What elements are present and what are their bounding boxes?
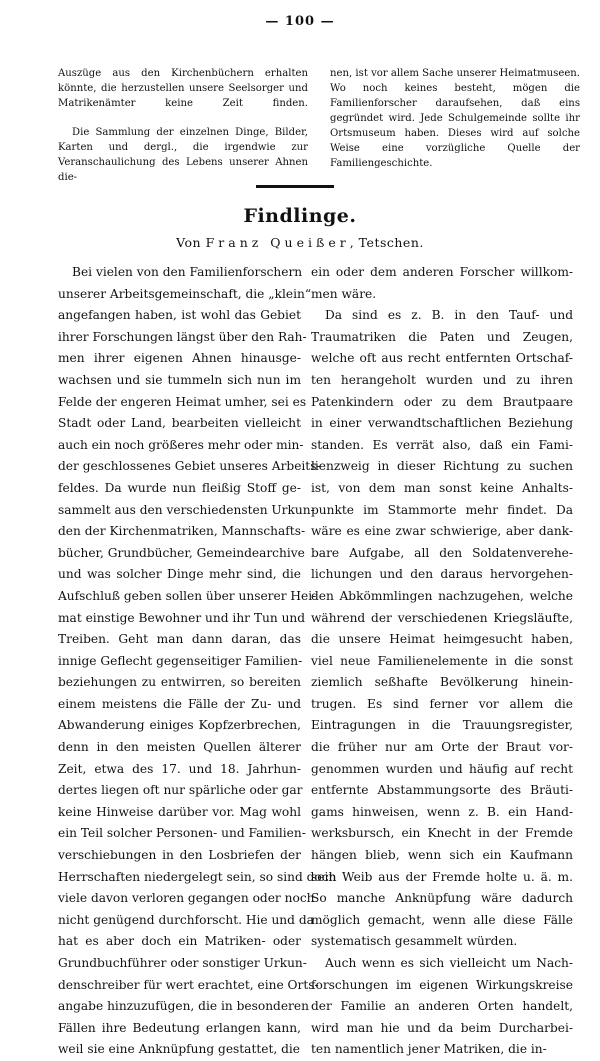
text-line: ein oder dem anderen Forscher willkom- [311, 265, 573, 279]
text-line: welche oft aus recht entfernten Ortschaf- [311, 351, 573, 366]
text-line: systematisch gesammelt würden. [311, 934, 518, 949]
text-line: viele davon verloren gegangen oder noch [58, 891, 315, 906]
text-line: genommen wurden und häufig auf recht [311, 761, 573, 776]
text-line: ten herangeholt wurden und zu ihren [311, 372, 573, 387]
text-line: wäre es eine zwar schwierige, aber dank- [311, 524, 573, 539]
text-line: forschungen im eigenen Wirkungskreise [311, 977, 573, 992]
text-line: gams hinweisen, wenn z. B. ein Hand- [311, 804, 573, 819]
text-line: sein Weib aus der Fremde holte u. ä. m. [311, 869, 573, 884]
text-line: angefangen haben, ist wohl das Gebiet [58, 308, 301, 323]
text-line: hat es aber doch ein Matriken- oder [58, 934, 301, 949]
previous-article-right-column [330, 66, 580, 185]
text-line: bare Aufgabe, all den Soldatenverehe- [311, 545, 573, 560]
text-line: Eintragungen in die Trauungsregister, [311, 718, 573, 733]
article-left-column [58, 262, 337, 1061]
text-line: einem meistens die Fälle der Zu- und [58, 696, 301, 711]
text-line: Auch wenn es sich vielleicht um Nach- [325, 956, 573, 970]
text-line: mat einstige Bewohner und ihr Tun und [58, 610, 306, 625]
article-byline [0, 235, 600, 250]
text-line: und was solcher Dinge mehr sind, die [58, 567, 301, 582]
byline-prefix: Von [176, 235, 202, 250]
text-line: Stadt oder Land, bearbeiten vielleicht [58, 416, 301, 431]
text-line: Grundbuchführer oder sonstiger Urkun- [58, 956, 307, 970]
text-line: wird man hie und da beim Durcharbei- [311, 1020, 573, 1035]
text-line: Treiben. Geht man dann daran, das [58, 632, 301, 647]
text-line: men ihrer eigenen Ahnen hinausge- [58, 351, 301, 366]
text-line: verschiebungen in den Losbriefen der [58, 848, 301, 863]
article-right-column [311, 262, 573, 1061]
text-line: trugen. Es sind ferner vor allem die [311, 696, 573, 711]
text-line: Zeit, etwa des 17. und 18. Jahrhun- [58, 761, 301, 776]
previous-article-paragraph-3: nen, ist vor allem Sache unserer Heimatmuseen. Wo noch keines besteht, mögen die Familienforscher daraufsehen, daß eins gegründet wird. Jede Schulgemeinde sollte ihr Ortsmuseum haben. Dieses wird auf solche Weise eine vorzügliche Quelle der Familiengeschichte. [330, 68, 580, 169]
text-line: den der Kirchenmatriken, Mannschafts- [58, 524, 306, 539]
text-line: weil sie eine Anknüpfung gestattet, die [58, 1042, 301, 1057]
text-line: auch ein noch größeres mehr oder min- [58, 437, 304, 452]
text-line: Abwanderung einiges Kopfzerbrechen, [58, 718, 301, 733]
text-line: der Familie an anderen Orten handelt, [311, 999, 573, 1014]
text-line: men wäre. [311, 286, 377, 301]
previous-article-left-column [58, 66, 308, 199]
text-line: lienzweig in dieser Richtung zu suchen [311, 459, 573, 474]
previous-article-paragraph-2: Die Sammlung der einzelnen Dinge, Bilder, Karten und dergl., die irgendwie zur Veranschaulichung des Lebens unserer Ahnen die- [58, 127, 308, 183]
text-line: ihrer Forschungen längst über den Rah- [58, 329, 307, 344]
text-line: Felde der engeren Heimat umher, sei es [58, 394, 307, 409]
text-line: dertes liegen oft nur spärliche oder gar [58, 783, 303, 798]
text-line: So manche Anknüpfung wäre dadurch [311, 891, 573, 906]
text-line: in einer verwandtschaftlichen Beziehung [311, 416, 573, 431]
text-line: die früher nur am Orte der Braut vor- [311, 740, 573, 755]
text-line: nicht genügend durchforscht. Hie und da [58, 912, 314, 927]
text-line: während der verschiedenen Kriegsläufte, [311, 610, 573, 625]
section-divider [256, 185, 334, 188]
text-line: hängen blieb, wenn sich ein Kaufmann [311, 848, 573, 863]
text-line: werksbursch, ein Knecht in der Fremde [311, 826, 573, 841]
byline-location: , Tetschen. [349, 235, 424, 250]
text-line: denn in den meisten Quellen älterer [58, 740, 301, 755]
text-line: feldes. Da wurde nun fleißig Stoff ge- [58, 480, 301, 495]
text-line: möglich gemacht, wenn alle diese Fälle [311, 912, 573, 927]
text-line: Herrschaften niedergelegt sein, so sind doch [58, 869, 337, 884]
text-line: entfernte Abstammungsorte des Bräuti- [311, 783, 573, 798]
text-line: Patenkindern oder zu dem Brautpaare [311, 394, 573, 409]
text-line: lichungen und den daraus hervorgehen- [311, 567, 573, 582]
text-line: Traumatriken die Paten und Zeugen, [311, 329, 573, 344]
page-number: — 100 — [265, 14, 335, 29]
text-line: beziehungen zu entwirren, so bereiten [58, 675, 301, 690]
text-line: ten namentlich jener Matriken, die in- [311, 1042, 547, 1057]
text-line: Fällen ihre Bedeutung erlangen kann, [58, 1020, 301, 1035]
previous-article-paragraph-1: Auszüge aus den Kirchenbüchern erhalten könnte, die herzustellen unsere Seelsorger und Matrikenämter keine Zeit finden. [58, 68, 308, 109]
article-title: Findlinge. [243, 205, 357, 227]
byline-author: Franz Queißer [205, 235, 350, 250]
text-line: wachsen und sie tummeln sich nun im [58, 372, 301, 387]
text-line: die unsere Heimat heimgesucht haben, [311, 632, 573, 647]
text-line: standen. Es verrät also, daß ein Fami- [311, 437, 573, 452]
text-line: Bei vielen von den Familienforschern [72, 265, 303, 279]
text-line: innige Geflecht gegenseitiger Familien- [58, 653, 303, 668]
text-line: keine Hinweise darüber vor. Mag wohl [58, 804, 301, 819]
previous-article-continuation [58, 66, 580, 183]
text-line: den Abkömmlingen nachzugehen, welche [311, 588, 573, 603]
text-line: punkte im Stammorte mehr findet. Da [311, 502, 573, 517]
text-line: sammelt aus den verschiedensten Urkun- [58, 502, 315, 517]
text-line: bücher, Grundbücher, Gemeindearchive [58, 545, 305, 560]
text-line: angabe hinzuzufügen, die in besonderen [58, 999, 309, 1014]
text-line: viel neue Familienelemente in die sonst [311, 653, 573, 668]
text-line: ist, von dem man sonst keine Anhalts- [311, 480, 573, 495]
text-line: ziemlich seßhafte Bevölkerung hinein- [311, 675, 573, 690]
text-line: denschreiber für wert erachtet, eine Orts- [58, 977, 319, 992]
text-line: Aufschluß geben sollen über unserer Hei- [58, 588, 317, 603]
text-line: ein Teil solcher Personen- und Familien- [58, 826, 306, 841]
text-line: Da sind es z. B. in den Tauf- und [325, 308, 573, 323]
text-line: der geschlossenes Gebiet unseres Arbeits- [58, 459, 321, 474]
text-line: unserer Arbeitsgemeinschaft, die „klein“ [58, 286, 312, 301]
